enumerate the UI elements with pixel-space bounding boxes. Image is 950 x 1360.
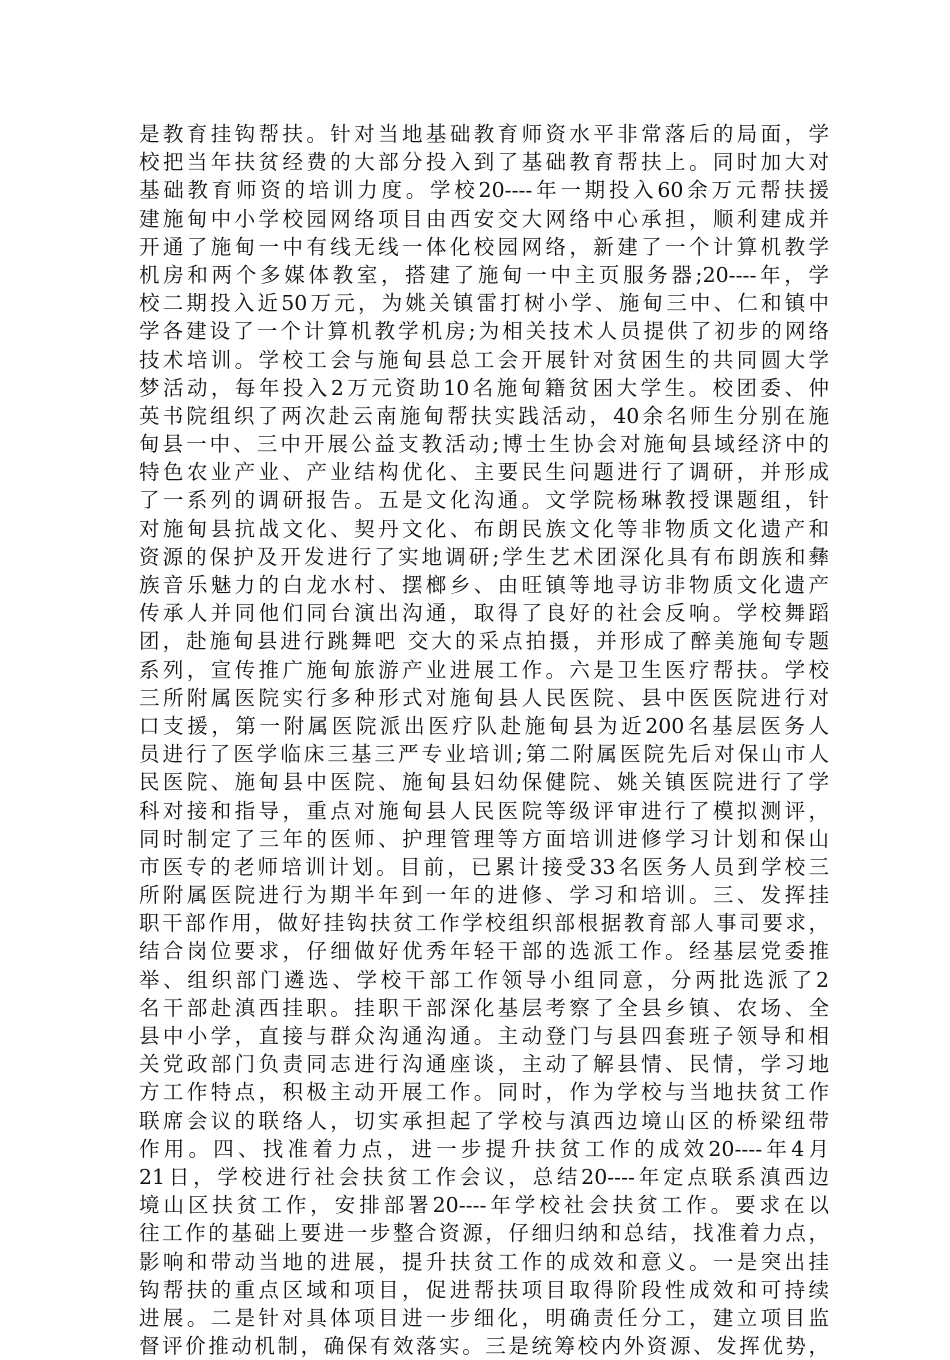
text-line: 职干部作用，做好挂钩扶贫工作学校组织部根据教育部人事司要求， — [139, 911, 829, 936]
text-line: 联席会议的联络人，切实承担起了学校与滇西边境山区的桥梁纽带 — [139, 1108, 829, 1133]
text-line: 梦活动，每年投入2万元资助10名施甸籍贫困大学生。校团委、仲 — [139, 375, 829, 400]
text-line: 技术培训。学校工会与施甸县总工会开展针对贫困生的共同圆大学 — [139, 347, 829, 372]
text-line: 结合岗位要求，仔细做好优秀年轻干部的选派工作。经基层党委推 — [139, 939, 829, 964]
text-line: 市医专的老师培训计划。目前，已累计接受33名医务人员到学校三 — [139, 854, 829, 879]
text-line: 所附属医院进行为期半年到一年的进修、学习和培训。三、发挥挂 — [139, 883, 829, 908]
text-line: 民医院、施甸县中医院、施甸县妇幼保健院、姚关镇医院进行了学 — [139, 770, 829, 795]
text-line: 21日，学校进行社会扶贫工作会议，总结20----年定点联系滇西边 — [139, 1164, 829, 1189]
text-line: 作用。四、找准着力点，进一步提升扶贫工作的成效20----年4月 — [139, 1136, 829, 1161]
text-line: 资源的保护及开发进行了实地调研;学生艺术团深化具有布朗族和彝 — [139, 544, 829, 569]
text-line: 传承人并同他们同台演出沟通，取得了良好的社会反响。学校舞蹈 — [139, 601, 829, 626]
text-line: 方工作特点，积极主动开展工作。同时，作为学校与当地扶贫工作 — [139, 1080, 829, 1105]
text-line: 督评价推动机制，确保有效落实。三是统筹校内外资源、发挥优势， — [139, 1334, 829, 1359]
text-line: 进展。二是针对具体项目进一步细化，明确责任分工，建立项目监 — [139, 1305, 829, 1330]
text-line: 族音乐魅力的白龙水村、摆榔乡、由旺镇等地寻访非物质文化遗产 — [139, 573, 829, 597]
body-text — [139, 120, 829, 1360]
text-line: 影响和带动当地的进展，提升扶贫工作的成效和意义。一是突出挂 — [139, 1249, 829, 1274]
text-line: 建施甸中小学校园网络项目由西安交大网络中心承担，顺利建成并 — [139, 206, 829, 231]
text-line: 钩帮扶的重点区域和项目，促进帮扶项目取得阶段性成效和可持续 — [139, 1277, 829, 1302]
text-line: 学各建设了一个计算机教学机房;为相关技术人员提供了初步的网络 — [139, 319, 829, 344]
text-line: 校把当年扶贫经费的大部分投入到了基础教育帮扶上。同时加大对 — [139, 150, 829, 175]
text-line: 名干部赴滇西挂职。挂职干部深化基层考察了全县乡镇、农场、全 — [139, 995, 829, 1020]
text-line: 系列，宣传推广施甸旅游产业进展工作。六是卫生医疗帮扶。学校 — [139, 657, 829, 682]
text-line: 校二期投入近50万元，为姚关镇雷打树小学、施甸三中、仁和镇中 — [139, 291, 829, 316]
text-line: 举、组织部门遴选、学校干部工作领导小组同意，分两批选派了2 — [139, 967, 829, 992]
text-line: 对施甸县抗战文化、契丹文化、布朗民族文化等非物质文化遗产和 — [139, 516, 829, 541]
text-line: 特色农业产业、产业结构优化、主要民生问题进行了调研，并形成 — [139, 460, 829, 485]
text-line: 是教育挂钩帮扶。针对当地基础教育师资水平非常落后的局面，学 — [139, 122, 829, 146]
text-line: 甸县一中、三中开展公益支教活动;博士生协会对施甸县域经济中的 — [139, 432, 829, 457]
text-line: 团，赴施甸县进行跳舞吧 交大的采点拍摄，并形成了醉美施甸专题 — [139, 629, 829, 654]
text-line: 三所附属医院实行多种形式对施甸县人民医院、县中医医院进行对 — [139, 685, 829, 710]
text-line: 机房和两个多媒体教室，搭建了施甸一中主页服务器;20----年，学 — [139, 262, 829, 287]
text-line: 口支援，第一附属医院派出医疗队赴施甸县为近200名基层医务人 — [139, 713, 829, 738]
text-line: 往工作的基础上要进一步整合资源，仔细归纳和总结，找准着力点， — [139, 1221, 829, 1246]
text-line: 关党政部门负责同志进行沟通座谈，主动了解县情、民情，学习地 — [139, 1052, 829, 1077]
text-line: 员进行了医学临床三基三严专业培训;第二附属医院先后对保山市人 — [139, 742, 829, 767]
text-line: 英书院组织了两次赴云南施甸帮扶实践活动，40余名师生分别在施 — [139, 403, 829, 428]
text-line: 境山区扶贫工作，安排部署20----年学校社会扶贫工作。要求在以 — [139, 1193, 829, 1218]
text-line: 同时制定了三年的医师、护理管理等方面培训进修学习计划和保山 — [139, 826, 829, 851]
text-line: 开通了施甸一中有线无线一体化校园网络，新建了一个计算机教学 — [139, 234, 829, 259]
text-line: 科对接和指导，重点对施甸县人民医院等级评审进行了模拟测评， — [139, 798, 829, 823]
text-line: 基础教育师资的培训力度。学校20----年一期投入60余万元帮扶援 — [139, 178, 829, 203]
text-line: 县中小学，直接与群众沟通沟通。主动登门与县四套班子领导和相 — [139, 1024, 829, 1048]
text-line: 了一系列的调研报告。五是文化沟通。文学院杨琳教授课题组，针 — [139, 488, 829, 513]
